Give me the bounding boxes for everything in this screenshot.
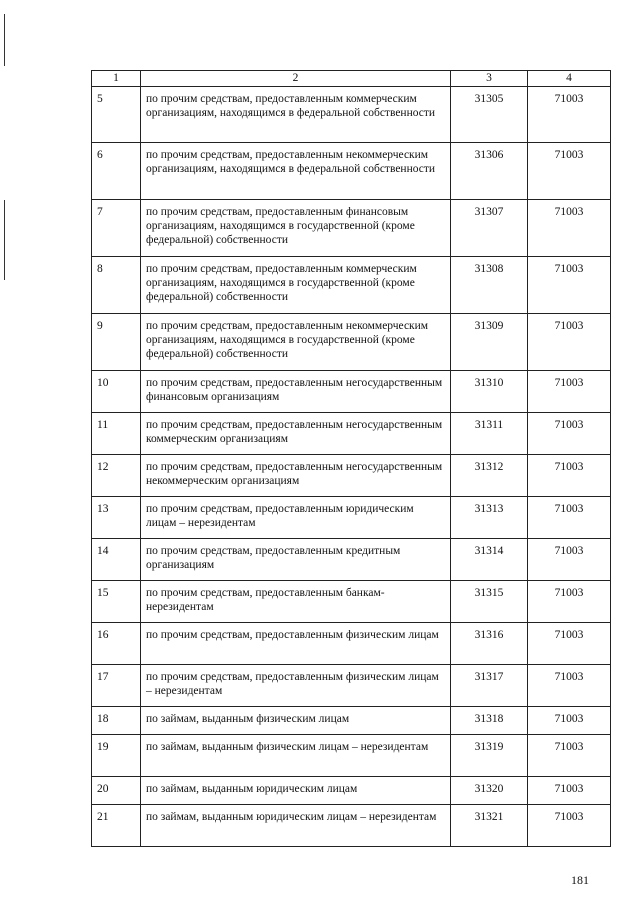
- row-code-2: 71003: [528, 735, 611, 777]
- row-code: 31312: [451, 455, 528, 497]
- row-description: по займам, выданным юридическим лицам – нерезидентам: [141, 805, 451, 847]
- row-code-2: 71003: [528, 314, 611, 371]
- row-description: по прочим средствам, предоставленным физическим лицам: [141, 623, 451, 665]
- table-row: [92, 805, 611, 847]
- row-code: 31319: [451, 735, 528, 777]
- row-code-2: 71003: [528, 805, 611, 847]
- table-row: [92, 581, 611, 623]
- row-code-2: 71003: [528, 257, 611, 314]
- row-number: 19: [92, 735, 141, 777]
- row-code: 31313: [451, 497, 528, 539]
- row-number: 17: [92, 665, 141, 707]
- row-number: 10: [92, 371, 141, 413]
- row-code: 31321: [451, 805, 528, 847]
- row-description: по прочим средствам, предоставленным финансовым организациям, находящимся в государственной (кроме федеральной) собственности: [141, 200, 451, 257]
- row-code-2: 71003: [528, 371, 611, 413]
- row-code-2: 71003: [528, 581, 611, 623]
- row-code: 31311: [451, 413, 528, 455]
- table-row: [92, 257, 611, 314]
- row-number: 5: [92, 87, 141, 143]
- row-description: по прочим средствам, предоставленным негосударственным коммерческим организациям: [141, 413, 451, 455]
- row-number: 12: [92, 455, 141, 497]
- row-number: 14: [92, 539, 141, 581]
- row-code-2: 71003: [528, 707, 611, 735]
- header-col-4: 4: [528, 71, 611, 87]
- row-description: по прочим средствам, предоставленным негосударственным финансовым организациям: [141, 371, 451, 413]
- row-description: по прочим средствам, предоставленным кредитным организациям: [141, 539, 451, 581]
- row-code: 31317: [451, 665, 528, 707]
- row-code-2: 71003: [528, 200, 611, 257]
- page-number: 181: [571, 873, 589, 887]
- table-row: [92, 623, 611, 665]
- table-row: [92, 87, 611, 143]
- scan-edge-mark-bottom: [4, 200, 5, 280]
- row-number: 11: [92, 413, 141, 455]
- row-code-2: 71003: [528, 455, 611, 497]
- row-description: по прочим средствам, предоставленным некоммерческим организациям, находящимся в федеральной собственности: [141, 143, 451, 200]
- table-row: [92, 777, 611, 805]
- table-row: [92, 497, 611, 539]
- row-number: 9: [92, 314, 141, 371]
- row-code-2: 71003: [528, 777, 611, 805]
- row-code: 31320: [451, 777, 528, 805]
- table-row: [92, 735, 611, 777]
- row-number: 15: [92, 581, 141, 623]
- row-description: по займам, выданным юридическим лицам: [141, 777, 451, 805]
- header-col-3: 3: [451, 71, 528, 87]
- row-code: 31308: [451, 257, 528, 314]
- row-number: 6: [92, 143, 141, 200]
- row-code: 31314: [451, 539, 528, 581]
- row-code: 31305: [451, 87, 528, 143]
- row-code: 31309: [451, 314, 528, 371]
- row-code: 31316: [451, 623, 528, 665]
- scan-edge-mark-top: [4, 14, 5, 66]
- row-number: 21: [92, 805, 141, 847]
- row-description: по займам, выданным физическим лицам: [141, 707, 451, 735]
- table-row: [92, 200, 611, 257]
- row-code-2: 71003: [528, 539, 611, 581]
- row-description: по прочим средствам, предоставленным негосударственным некоммерческим организациям: [141, 455, 451, 497]
- table-row: [92, 143, 611, 200]
- header-col-1: 1: [92, 71, 141, 87]
- table-row: [92, 539, 611, 581]
- table-row: [92, 707, 611, 735]
- table-row: [92, 371, 611, 413]
- row-description: по прочим средствам, предоставленным банкам-нерезидентам: [141, 581, 451, 623]
- row-number: 20: [92, 777, 141, 805]
- row-code: 31310: [451, 371, 528, 413]
- row-code: 31315: [451, 581, 528, 623]
- row-code-2: 71003: [528, 87, 611, 143]
- row-code: 31307: [451, 200, 528, 257]
- table-row: [92, 314, 611, 371]
- row-description: по прочим средствам, предоставленным коммерческим организациям, находящимся в государственной (кроме федеральной) собственности: [141, 257, 451, 314]
- row-code-2: 71003: [528, 623, 611, 665]
- table-row: [92, 665, 611, 707]
- table-row: [92, 455, 611, 497]
- row-code-2: 71003: [528, 497, 611, 539]
- row-number: 16: [92, 623, 141, 665]
- row-code: 31306: [451, 143, 528, 200]
- row-description: по прочим средствам, предоставленным некоммерческим организациям, находящимся в государственной (кроме федеральной) собственности: [141, 314, 451, 371]
- row-description: по прочим средствам, предоставленным юридическим лицам – нерезидентам: [141, 497, 451, 539]
- row-number: 18: [92, 707, 141, 735]
- row-code-2: 71003: [528, 413, 611, 455]
- row-code-2: 71003: [528, 143, 611, 200]
- row-number: 13: [92, 497, 141, 539]
- row-description: по займам, выданным физическим лицам – нерезидентам: [141, 735, 451, 777]
- row-number: 8: [92, 257, 141, 314]
- row-code: 31318: [451, 707, 528, 735]
- row-number: 7: [92, 200, 141, 257]
- code-table: [91, 70, 611, 847]
- row-description: по прочим средствам, предоставленным коммерческим организациям, находящимся в федеральной собственности: [141, 87, 451, 143]
- table-row: [92, 413, 611, 455]
- header-col-2: 2: [141, 71, 451, 87]
- row-code-2: 71003: [528, 665, 611, 707]
- table-header-row: [92, 71, 611, 87]
- row-description: по прочим средствам, предоставленным физическим лицам – нерезидентам: [141, 665, 451, 707]
